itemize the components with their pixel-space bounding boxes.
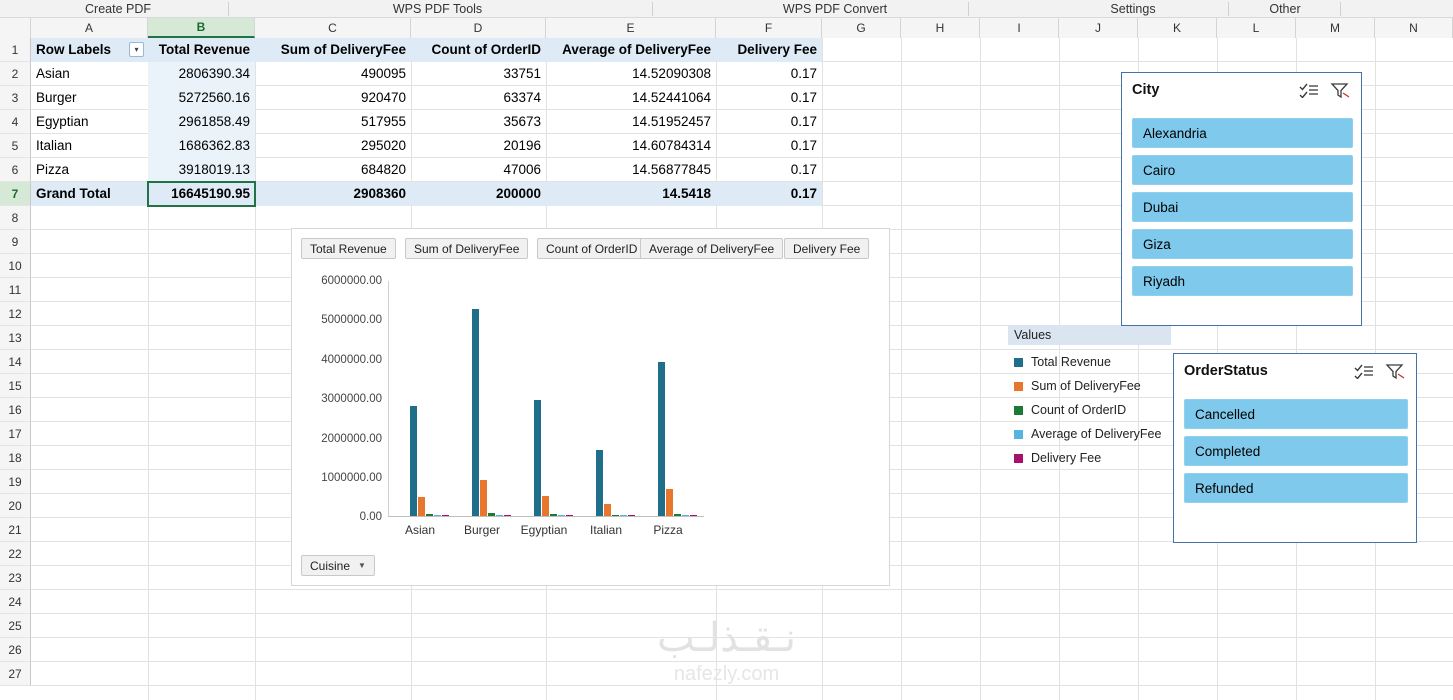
- x-axis-tick-label: Asian: [404, 523, 436, 537]
- chart-plot-area: [321, 275, 704, 537]
- x-axis-tick-label: Pizza: [653, 523, 683, 537]
- clear-filter-icon[interactable]: [1329, 79, 1351, 101]
- column-header-c[interactable]: C: [255, 18, 411, 38]
- pivot-cell-label[interactable]: Egyptian: [36, 114, 89, 129]
- grand-total-label[interactable]: Grand Total: [31, 182, 148, 206]
- pivot-cell-count-orderid[interactable]: 20196: [503, 138, 541, 153]
- slicer-city-item-cairo[interactable]: Cairo: [1132, 155, 1353, 185]
- slicer-orderstatus-buttons: [1353, 360, 1416, 382]
- pivot-cell-label[interactable]: Burger: [36, 90, 77, 105]
- pivot-header-delivery-fee[interactable]: Delivery Fee: [716, 38, 822, 62]
- pivot-cell-count-orderid[interactable]: 47006: [503, 162, 541, 177]
- pdf-addin-ribbon: [0, 0, 1453, 18]
- column-header-h[interactable]: H: [901, 18, 980, 38]
- gridline: [31, 637, 1453, 638]
- pivot-header-sum-deliveryfee[interactable]: Sum of DeliveryFee: [255, 38, 411, 62]
- y-axis-tick-label: 3000000.00: [321, 393, 382, 405]
- pivot-cell-total-revenue[interactable]: 2961858.49: [148, 110, 255, 134]
- chart-field-button-cuisine[interactable]: [301, 555, 375, 576]
- bar-total-revenue-italian: [596, 450, 603, 516]
- x-axis-tick-label: Italian: [589, 523, 623, 537]
- pivot-cell-sum-deliveryfee[interactable]: 517955: [360, 114, 406, 129]
- slicer-orderstatus-title: OrderStatus: [1184, 363, 1268, 379]
- pivot-cell-avg-deliveryfee[interactable]: 14.52090308: [632, 66, 711, 81]
- slicer-city-item-alexandria[interactable]: Alexandria: [1132, 118, 1353, 148]
- bar-total-revenue-pizza: [658, 362, 665, 516]
- bar-total-revenue-asian: [410, 406, 417, 516]
- chart-field-button-sum-deliveryfee[interactable]: Sum of DeliveryFee: [405, 238, 528, 259]
- slicer-city-header: [1122, 73, 1361, 107]
- chart-legend: [1008, 325, 1171, 465]
- column-header-g[interactable]: G: [822, 18, 901, 38]
- ribbon-separator: [968, 2, 969, 16]
- chart-field-button-count-orderid[interactable]: Count of OrderID: [537, 238, 646, 259]
- pivot-cell-label[interactable]: Pizza: [36, 162, 70, 177]
- watermark-latin-text: nafezly.com: [673, 662, 780, 685]
- x-axis-tick-label: Burger: [463, 523, 501, 537]
- pivot-header-total-revenue[interactable]: Total Revenue: [148, 38, 255, 62]
- column-header-a[interactable]: A: [31, 18, 148, 38]
- gridline: [31, 685, 1453, 686]
- ribbon-separator: [1340, 2, 1341, 16]
- bar-delivery-fee-italian: [628, 515, 635, 516]
- ribbon-tab-create-pdf[interactable]: Create PDF: [85, 2, 151, 16]
- pivot-cell-avg-deliveryfee[interactable]: 14.56877845: [632, 162, 711, 177]
- chart-field-button-average-deliveryfee[interactable]: Average of DeliveryFee: [640, 238, 783, 259]
- gridline: [31, 661, 1453, 662]
- y-axis-tick-label: 5000000.00: [321, 314, 382, 326]
- ribbon-tab-wps-pdf-convert[interactable]: WPS PDF Convert: [782, 2, 888, 16]
- row-header-15[interactable]: 15: [0, 374, 31, 398]
- bar-average-deliveryfee-burger: [496, 515, 503, 516]
- row-header-10[interactable]: 10: [0, 254, 31, 278]
- slicer-city-item-dubai[interactable]: Dubai: [1132, 192, 1353, 222]
- pivot-cell-count-orderid[interactable]: 33751: [503, 66, 541, 81]
- legend-label: Delivery Fee: [1031, 451, 1102, 465]
- slicer-orderstatus-header: [1174, 354, 1416, 388]
- pivot-cell-count-orderid[interactable]: 63374: [503, 90, 541, 105]
- bar-count-orderid-italian: [612, 515, 619, 516]
- legend-label: Average of DeliveryFee: [1031, 427, 1162, 441]
- row-header-16[interactable]: 16: [0, 398, 31, 422]
- clear-filter-icon[interactable]: [1384, 360, 1406, 382]
- pivot-header-row-labels[interactable]: Row Labels: [31, 38, 148, 62]
- row-header-27[interactable]: 27: [0, 662, 31, 686]
- pivot-header-count-orderid[interactable]: Count of OrderID: [411, 38, 546, 62]
- legend-item-sum-deliveryfee: [1008, 379, 1171, 393]
- gridline: [31, 613, 1453, 614]
- row-header-12[interactable]: 12: [0, 302, 31, 326]
- row-header-22[interactable]: 22: [0, 542, 31, 566]
- bar-average-deliveryfee-egyptian: [558, 515, 565, 516]
- bar-sum-deliveryfee-pizza: [666, 489, 673, 516]
- pivot-cell-sum-deliveryfee[interactable]: 920470: [360, 90, 406, 105]
- grand-total-count-orderid[interactable]: 200000: [411, 182, 546, 206]
- ribbon-tab-wps-pdf-tools[interactable]: WPS PDF Tools: [392, 2, 483, 16]
- pivot-cell-avg-deliveryfee[interactable]: 14.52441064: [632, 90, 711, 105]
- row-header-4[interactable]: 4: [0, 110, 31, 134]
- pivot-cell-delivery-fee[interactable]: 0.17: [790, 162, 817, 177]
- bar-count-orderid-egyptian: [550, 514, 557, 516]
- x-axis-line: [388, 516, 704, 517]
- pivot-cell-total-revenue[interactable]: 2806390.34: [148, 62, 255, 86]
- column-header-b[interactable]: B: [148, 18, 255, 38]
- column-header-d[interactable]: D: [411, 18, 546, 38]
- row-header-26[interactable]: 26: [0, 638, 31, 662]
- x-axis-tick-label: Egyptian: [520, 523, 568, 537]
- legend-item-total-revenue: [1008, 355, 1171, 369]
- bar-delivery-fee-egyptian: [566, 515, 573, 516]
- bar-sum-deliveryfee-asian: [418, 497, 425, 516]
- pivot-cell-delivery-fee[interactable]: 0.17: [790, 90, 817, 105]
- bar-average-deliveryfee-italian: [620, 515, 627, 516]
- bar-count-orderid-pizza: [674, 514, 681, 516]
- column-header-row: [0, 18, 1453, 38]
- pivot-cell-label[interactable]: Asian: [36, 66, 70, 81]
- ribbon-separator: [1228, 2, 1229, 16]
- bar-sum-deliveryfee-egyptian: [542, 496, 549, 516]
- multi-select-icon[interactable]: [1298, 79, 1320, 101]
- legend-swatch-icon: [1014, 430, 1023, 439]
- column-header-e[interactable]: E: [546, 18, 716, 38]
- column-header-j[interactable]: J: [1059, 18, 1138, 38]
- row-header-23[interactable]: 23: [0, 566, 31, 590]
- bar-delivery-fee-burger: [504, 515, 511, 516]
- row-header-17[interactable]: 17: [0, 422, 31, 446]
- row-header-8[interactable]: 8: [0, 206, 31, 230]
- ribbon-tab-settings[interactable]: Settings: [1110, 2, 1156, 16]
- pivot-cell-delivery-fee[interactable]: 0.17: [790, 138, 817, 153]
- bar-sum-deliveryfee-burger: [480, 480, 487, 516]
- pivot-cell-total-revenue[interactable]: 3918019.13: [148, 158, 255, 182]
- pivot-cell-total-revenue[interactable]: 1686362.83: [148, 134, 255, 158]
- slicer-city-title: City: [1132, 82, 1160, 98]
- y-axis-tick-label: 0.00: [359, 511, 382, 523]
- grand-total-sum-deliveryfee[interactable]: 2908360: [255, 182, 411, 206]
- bar-delivery-fee-asian: [442, 515, 449, 516]
- chart-field-button-total-revenue[interactable]: Total Revenue: [301, 238, 396, 259]
- column-header-n[interactable]: N: [1375, 18, 1453, 38]
- legend-item-delivery-fee: [1008, 451, 1171, 465]
- bar-total-revenue-burger: [472, 309, 479, 516]
- bar-total-revenue-egyptian: [534, 400, 541, 516]
- ribbon-tab-other[interactable]: Other: [1269, 2, 1301, 16]
- y-axis-tick-label: 4000000.00: [321, 354, 382, 366]
- y-axis-tick-label: 2000000.00: [321, 433, 382, 445]
- watermark-arabic-text: نـقـذلـب: [657, 615, 796, 660]
- chart-field-button-delivery-fee[interactable]: Delivery Fee: [784, 238, 869, 259]
- y-axis-line: [388, 281, 389, 517]
- legend-label: Total Revenue: [1031, 355, 1111, 369]
- corner-select-all[interactable]: [0, 18, 31, 38]
- pivot-cell-label[interactable]: Italian: [36, 138, 73, 153]
- slicer-orderstatus-item-cancelled[interactable]: Cancelled: [1184, 399, 1408, 429]
- legend-swatch-icon: [1014, 382, 1023, 391]
- row-header-2[interactable]: 2: [0, 62, 31, 86]
- y-axis-tick-label: 1000000.00: [321, 472, 382, 484]
- row-header-1[interactable]: 1: [0, 38, 31, 62]
- pivot-cell-avg-deliveryfee[interactable]: 14.51952457: [632, 114, 711, 129]
- row-labels-filter-icon[interactable]: ▾: [129, 42, 144, 57]
- ribbon-separator: [652, 2, 653, 16]
- gridline: [980, 38, 981, 700]
- column-header-k[interactable]: K: [1138, 18, 1217, 38]
- row-header-13[interactable]: 13: [0, 326, 31, 350]
- bar-average-deliveryfee-asian: [434, 515, 441, 516]
- grand-total-delivery-fee[interactable]: 0.17: [716, 182, 822, 206]
- slicer-orderstatus[interactable]: [1173, 353, 1417, 543]
- pivot-cell-delivery-fee[interactable]: 0.17: [790, 66, 817, 81]
- column-header-l[interactable]: L: [1217, 18, 1296, 38]
- row-header-11[interactable]: 11: [0, 278, 31, 302]
- row-header-25[interactable]: 25: [0, 614, 31, 638]
- slicer-orderstatus-item-completed[interactable]: Completed: [1184, 436, 1408, 466]
- chart-field-button-cuisine-label: Cuisine: [310, 558, 351, 573]
- grand-total-total-revenue[interactable]: 16645190.95: [148, 182, 255, 206]
- pivot-cell-sum-deliveryfee[interactable]: 684820: [360, 162, 406, 177]
- y-axis-tick-label: 6000000.00: [321, 275, 382, 287]
- slicer-city[interactable]: [1121, 72, 1362, 326]
- legend-item-average-deliveryfee: [1008, 427, 1171, 441]
- pivot-cell-total-revenue[interactable]: 5272560.16: [148, 86, 255, 110]
- bar-sum-deliveryfee-italian: [604, 504, 611, 516]
- row-header-18[interactable]: 18: [0, 446, 31, 470]
- gridline: [31, 589, 1453, 590]
- slicer-city-buttons: [1298, 79, 1361, 101]
- row-header-7[interactable]: 7: [0, 182, 31, 206]
- bar-average-deliveryfee-pizza: [682, 515, 689, 516]
- row-header-9[interactable]: 9: [0, 230, 31, 254]
- column-header-f[interactable]: F: [716, 18, 822, 38]
- row-header-21[interactable]: 21: [0, 518, 31, 542]
- pivot-cell-sum-deliveryfee[interactable]: 490095: [360, 66, 406, 81]
- legend-title: Values: [1008, 325, 1171, 345]
- column-header-i[interactable]: I: [980, 18, 1059, 38]
- slicer-orderstatus-item-refunded[interactable]: Refunded: [1184, 473, 1408, 503]
- ribbon-separator: [228, 2, 229, 16]
- legend-swatch-icon: [1014, 406, 1023, 415]
- slicer-city-item-riyadh[interactable]: Riyadh: [1132, 266, 1353, 296]
- pivot-cell-count-orderid[interactable]: 35673: [503, 114, 541, 129]
- pivot-header-average-deliveryfee[interactable]: Average of DeliveryFee: [546, 38, 716, 62]
- legend-label: Sum of DeliveryFee: [1031, 379, 1141, 393]
- multi-select-icon[interactable]: [1353, 360, 1375, 382]
- pivot-cell-sum-deliveryfee[interactable]: 295020: [360, 138, 406, 153]
- gridline: [901, 38, 902, 700]
- row-header-24[interactable]: 24: [0, 590, 31, 614]
- legend-item-count-orderid: [1008, 403, 1171, 417]
- row-header-6[interactable]: 6: [0, 158, 31, 182]
- grand-total-avg-deliveryfee[interactable]: 14.5418: [546, 182, 716, 206]
- legend-swatch-icon: [1014, 358, 1023, 367]
- row-header-20[interactable]: 20: [0, 494, 31, 518]
- row-header-3[interactable]: 3: [0, 86, 31, 110]
- bar-count-orderid-burger: [488, 513, 495, 516]
- row-header-14[interactable]: 14: [0, 350, 31, 374]
- slicer-city-item-giza[interactable]: Giza: [1132, 229, 1353, 259]
- pivot-cell-avg-deliveryfee[interactable]: 14.60784314: [632, 138, 711, 153]
- row-header-5[interactable]: 5: [0, 134, 31, 158]
- column-header-m[interactable]: M: [1296, 18, 1375, 38]
- bar-delivery-fee-pizza: [690, 515, 697, 516]
- bar-count-orderid-asian: [426, 514, 433, 516]
- legend-swatch-icon: [1014, 454, 1023, 463]
- pivot-cell-delivery-fee[interactable]: 0.17: [790, 114, 817, 129]
- row-header-19[interactable]: 19: [0, 470, 31, 494]
- legend-label: Count of OrderID: [1031, 403, 1127, 417]
- chevron-down-icon: ▼: [358, 561, 366, 570]
